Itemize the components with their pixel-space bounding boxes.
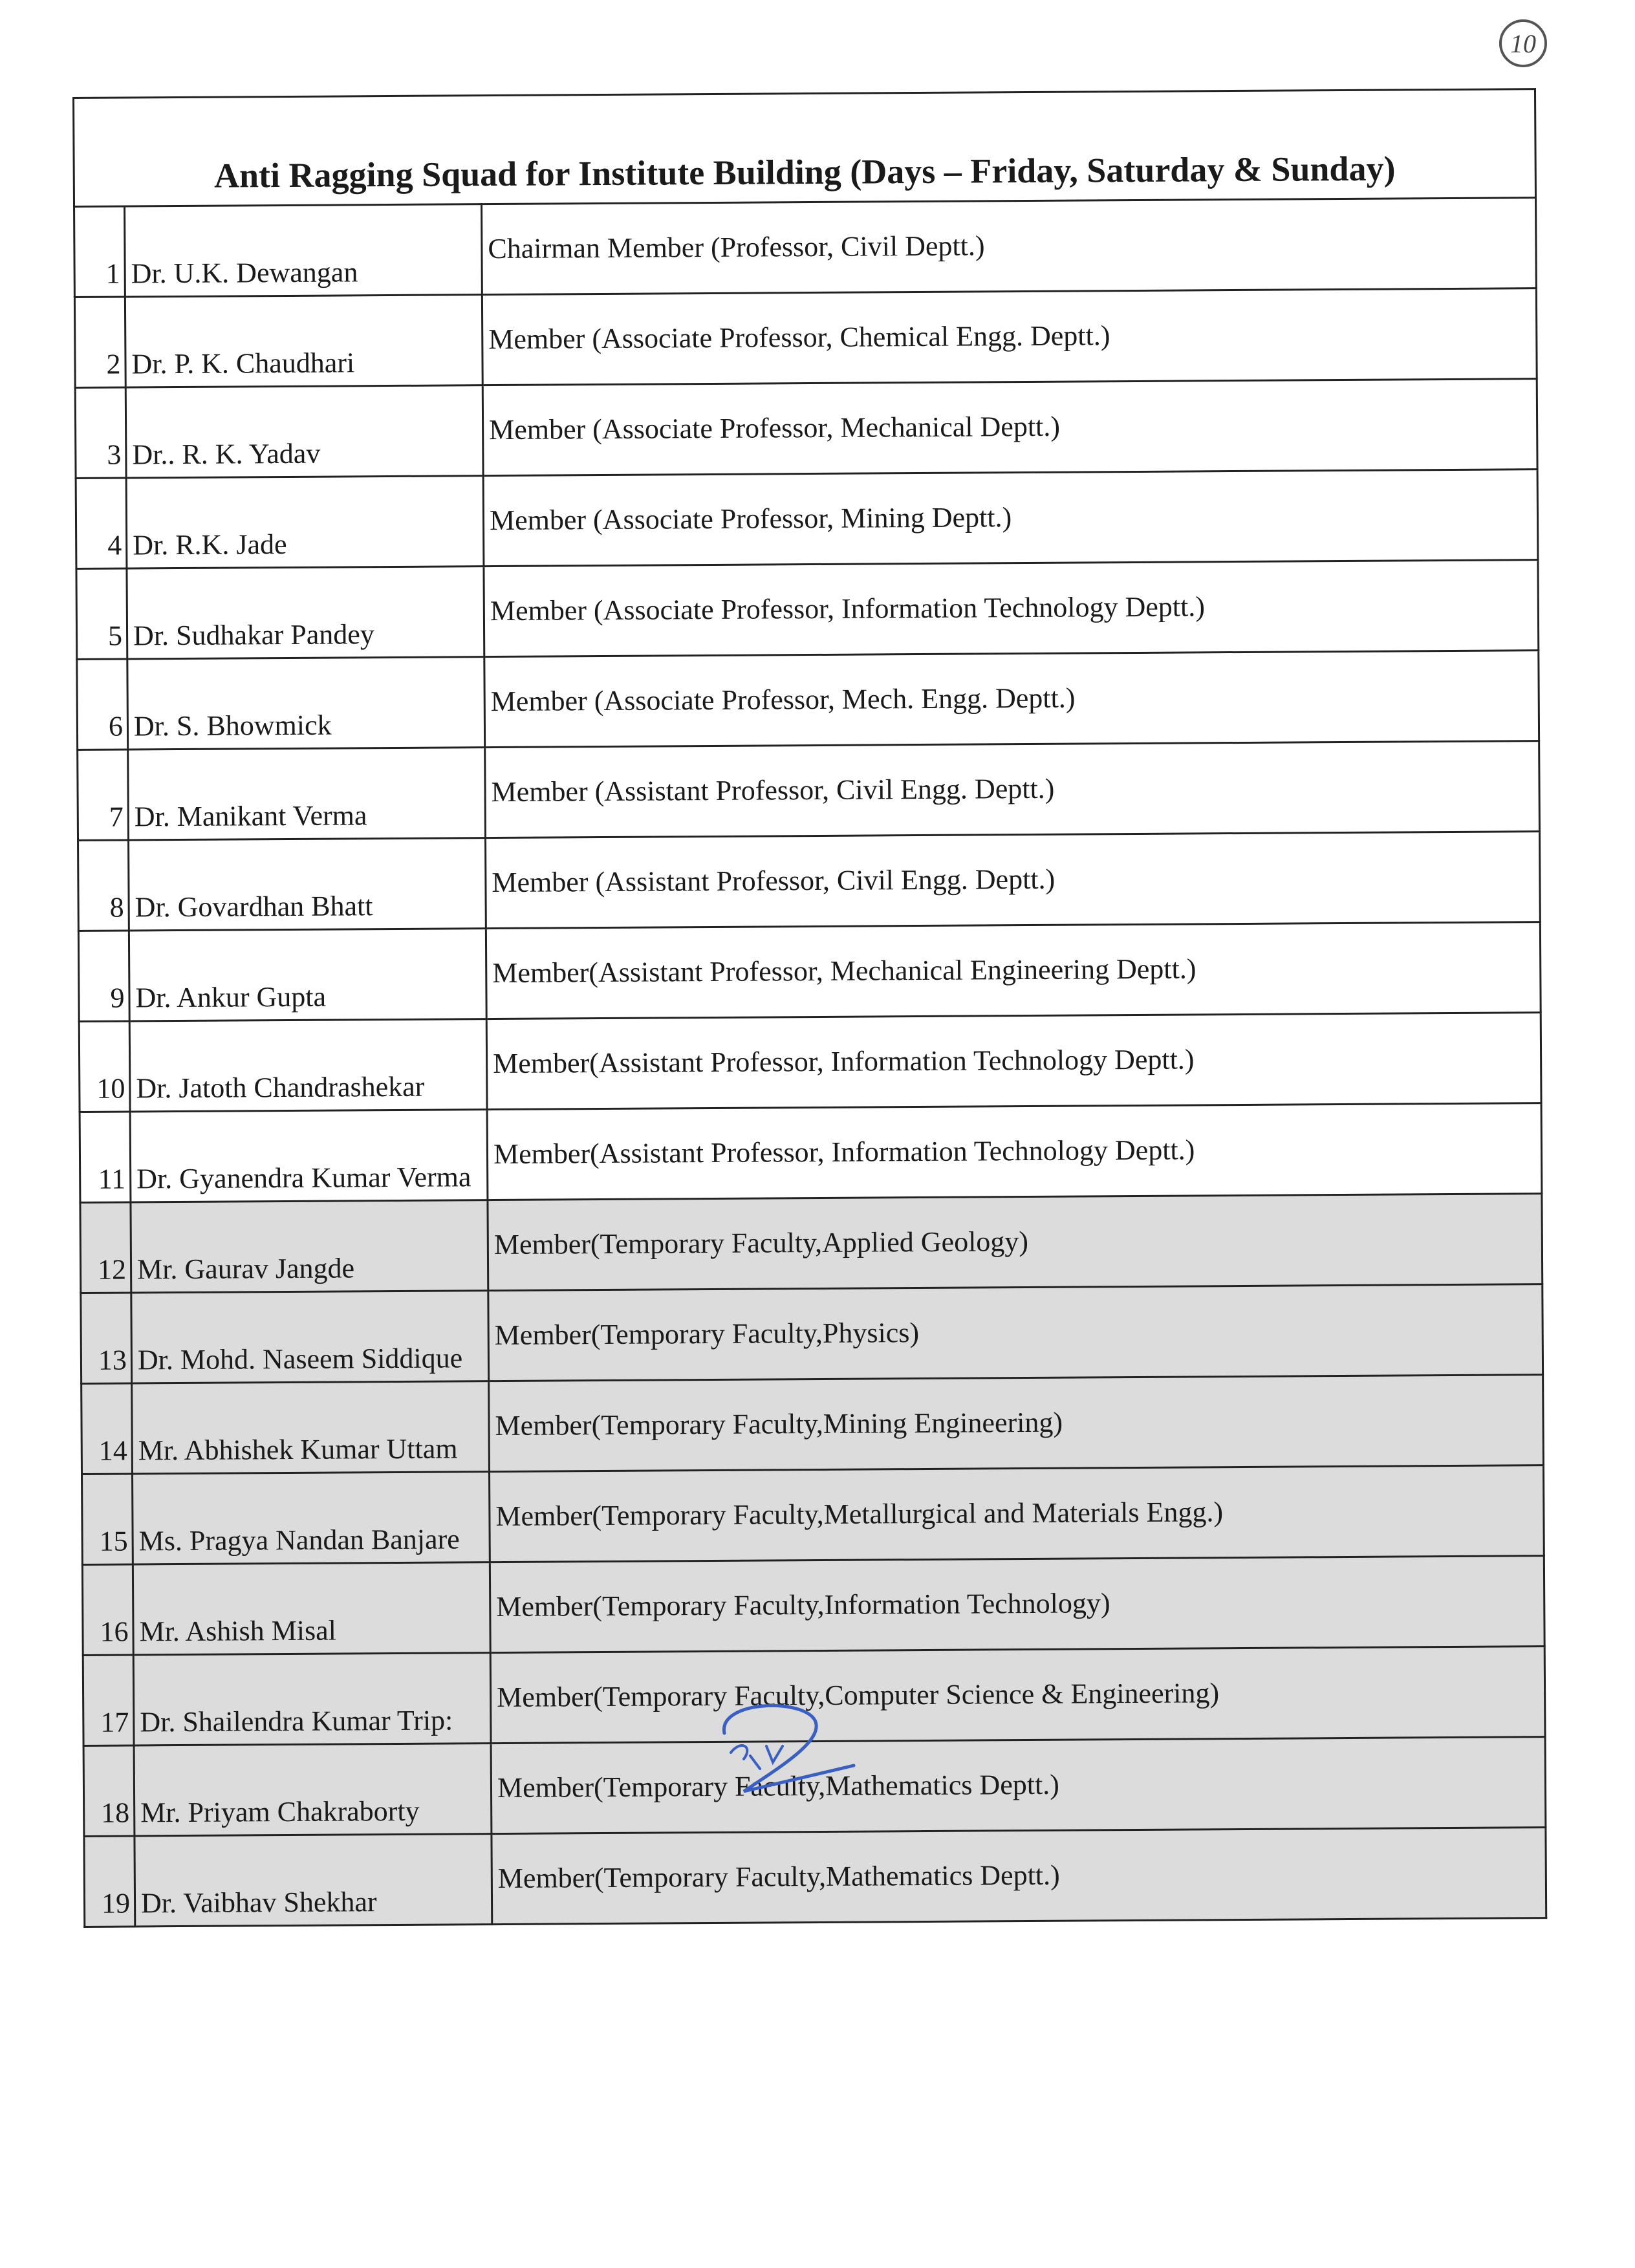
member-name-cell: Dr. Jatoth Chandrashekar [129,1019,487,1112]
serial-number-cell: 3 [75,387,126,478]
member-name-cell: Mr. Abhishek Kumar Uttam [132,1381,490,1474]
serial-number-cell: 15 [82,1474,133,1564]
table-row [77,651,1539,750]
designation-cell: Member(Assistant Professor, Information Technology Deptt.) [486,1013,1541,1110]
table-row [76,470,1538,569]
serial-number-cell: 7 [78,750,129,840]
designation-cell: Member (Associate Professor, Mining Deptt.) [483,470,1538,567]
designation-cell: Member(Temporary Faculty,Mathematics Deptt.) [492,1828,1546,1925]
table-row [81,1284,1543,1384]
table-row [75,379,1537,479]
serial-number-cell: 2 [74,297,125,387]
designation-cell: Member(Assistant Professor, Mechanical Engineering Deptt.) [486,922,1541,1019]
member-name-cell: Mr. Priyam Chakraborty [134,1744,492,1836]
table-title: Anti Ragging Squad for Institute Building (Days – Friday, Saturday & Sunday) [74,89,1536,207]
table-row [82,1465,1544,1565]
serial-number-cell: 11 [80,1112,131,1202]
table-row [76,560,1539,660]
designation-cell: Chairman Member (Professor, Civil Deptt.) [482,198,1537,295]
member-rows [74,198,1546,1927]
serial-number-cell: 8 [78,840,129,931]
serial-number-cell: 9 [78,931,129,1021]
squad-table-wrapper [72,88,1545,1928]
designation-cell: Member(Temporary Faculty,Mining Engineering) [489,1375,1544,1472]
table-row [78,922,1541,1022]
member-name-cell: Mr. Ashish Misal [133,1562,490,1655]
member-name-cell: Dr. Govardhan Bhatt [129,838,486,931]
member-name-cell: Ms. Pragya Nandan Banjare [133,1472,490,1564]
member-name-cell: Dr. Vaibhav Shekhar [135,1834,492,1927]
serial-number-cell: 13 [81,1293,132,1383]
serial-number-cell: 17 [83,1655,134,1745]
member-name-cell: Mr. Gaurav Jangde [131,1200,488,1293]
serial-number-cell: 14 [81,1383,133,1474]
member-name-cell: Dr. P. K. Chaudhari [125,295,482,387]
table-row [81,1375,1544,1474]
serial-number-cell: 5 [76,568,127,659]
serial-number-cell: 4 [76,478,127,568]
designation-cell: Member (Associate Professor, Mechanical Deptt.) [482,379,1537,476]
table-row [78,741,1540,841]
member-name-cell: Dr.. R. K. Yadav [125,385,483,478]
member-name-cell: Dr. Mohd. Naseem Siddique [131,1291,489,1383]
designation-cell: Member(Temporary Faculty,Metallurgical and Materials Engg.) [489,1465,1544,1562]
serial-number-cell: 6 [77,659,128,750]
page-number-circle [1499,19,1547,67]
serial-number-cell: 18 [83,1745,135,1836]
designation-cell: Member(Temporary Faculty,Physics) [488,1284,1543,1381]
designation-cell: Member(Temporary Faculty,Mathematics Deptt.) [491,1737,1546,1834]
member-name-cell: Dr. Gyanendra Kumar Verma [130,1110,488,1202]
table-row [80,1194,1543,1293]
designation-cell: Member(Temporary Faculty,Computer Science & Engineering) [490,1647,1545,1744]
table-row [82,1556,1544,1656]
member-name-cell: Dr. S. Bhowmick [127,657,485,750]
page-number: 10 [1510,28,1536,58]
designation-cell: Member(Temporary Faculty,Applied Geology) [488,1194,1543,1291]
serial-number-cell: 10 [79,1021,130,1112]
designation-cell: Member(Assistant Professor, Information Technology Deptt.) [487,1103,1542,1200]
member-name-cell: Dr. Sudhakar Pandey [127,567,484,659]
member-name-cell: Dr. Manikant Verma [128,748,486,840]
member-name-cell: Dr. R.K. Jade [126,476,484,568]
designation-cell: Member (Associate Professor, Information Technology Deptt.) [484,560,1539,657]
squad-table [72,88,1547,1928]
designation-cell: Member(Temporary Faculty,Information Technology) [490,1556,1544,1653]
table-row [79,1013,1541,1112]
table-row [74,288,1537,388]
designation-cell: Member (Associate Professor, Chemical Engg. Deptt.) [482,288,1537,385]
table-row [78,832,1541,931]
serial-number-cell: 19 [84,1836,135,1927]
table-row [80,1103,1542,1203]
serial-number-cell: 1 [74,206,125,297]
designation-cell: Member (Assistant Professor, Civil Engg. Deptt.) [486,832,1541,929]
title-row [74,89,1536,207]
designation-cell: Member (Assistant Professor, Civil Engg. Deptt.) [485,741,1540,838]
member-name-cell: Dr. Ankur Gupta [129,929,486,1021]
table-row [74,198,1537,297]
table-row [84,1828,1546,1927]
serial-number-cell: 16 [82,1564,133,1655]
member-name-cell: Dr. U.K. Dewangan [125,204,482,297]
signature-icon [705,1694,873,1804]
member-name-cell: Dr. Shailendra Kumar Trip: [133,1653,491,1745]
designation-cell: Member (Associate Professor, Mech. Engg. Deptt.) [484,651,1539,748]
serial-number-cell: 12 [80,1202,131,1293]
